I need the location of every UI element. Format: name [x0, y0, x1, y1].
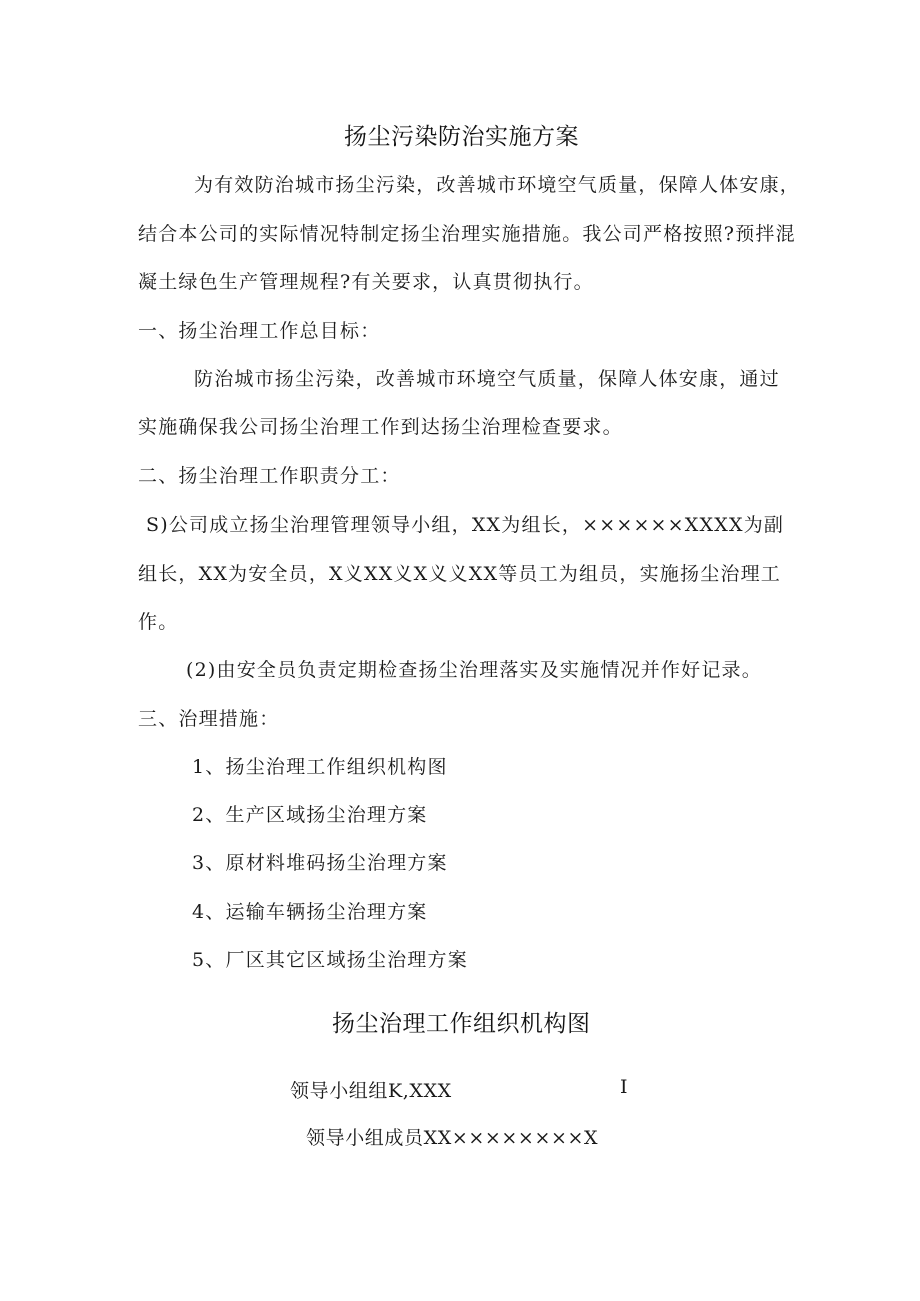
paragraph-line: 实施确保我公司扬尘治理工作到达扬尘治理检查要求。	[138, 416, 623, 438]
section-heading: 一、扬尘治理工作总目标：	[138, 320, 381, 342]
paragraph-line: S)公司成立扬尘治理管理领导小组，XX为组长，××××××XXXX为副	[146, 514, 785, 536]
section-heading: 二、扬尘治理工作职责分工：	[138, 465, 401, 487]
paragraph-line: (2)由安全员负责定期检查扬尘治理落实及实施情况并作好记录。	[186, 659, 762, 681]
document-title: 扬尘污染防治实施方案	[344, 124, 579, 150]
list-item: 3、原材料堆码扬尘治理方案	[192, 852, 448, 874]
list-item: 1、扬尘治理工作组织机构图	[192, 756, 448, 778]
section-heading: 三、治理措施：	[138, 708, 280, 730]
paragraph-line: 组长，XX为安全员，X义XX义X义义XX等员工为组员，实施扬尘治理工	[138, 563, 782, 585]
list-item: 4、运输车辆扬尘治理方案	[192, 901, 428, 923]
paragraph-line: 防治城市扬尘污染，改善城市环境空气质量，保障人体安康，通过	[194, 368, 780, 390]
org-members: 领导小组成员XX××××××××X	[306, 1127, 599, 1149]
org-marker: I	[620, 1076, 629, 1098]
org-chart-title: 扬尘治理工作组织机构图	[332, 1011, 591, 1037]
paragraph-line: 作。	[138, 611, 179, 633]
paragraph-line: 凝土绿色生产管理规程?有关要求，认真贯彻执行。	[138, 271, 594, 293]
paragraph-line: 结合本公司的实际情况特制定扬尘治理实施措施。我公司严格按照?预拌混	[138, 223, 796, 245]
org-leader: 领导小组组K,XXX	[290, 1080, 452, 1102]
list-item: 5、厂区其它区域扬尘治理方案	[192, 949, 468, 971]
paragraph-line: 为有效防治城市扬尘污染，改善城市环境空气质量，保障人体安康，	[194, 174, 801, 196]
list-item: 2、生产区域扬尘治理方案	[192, 804, 428, 826]
